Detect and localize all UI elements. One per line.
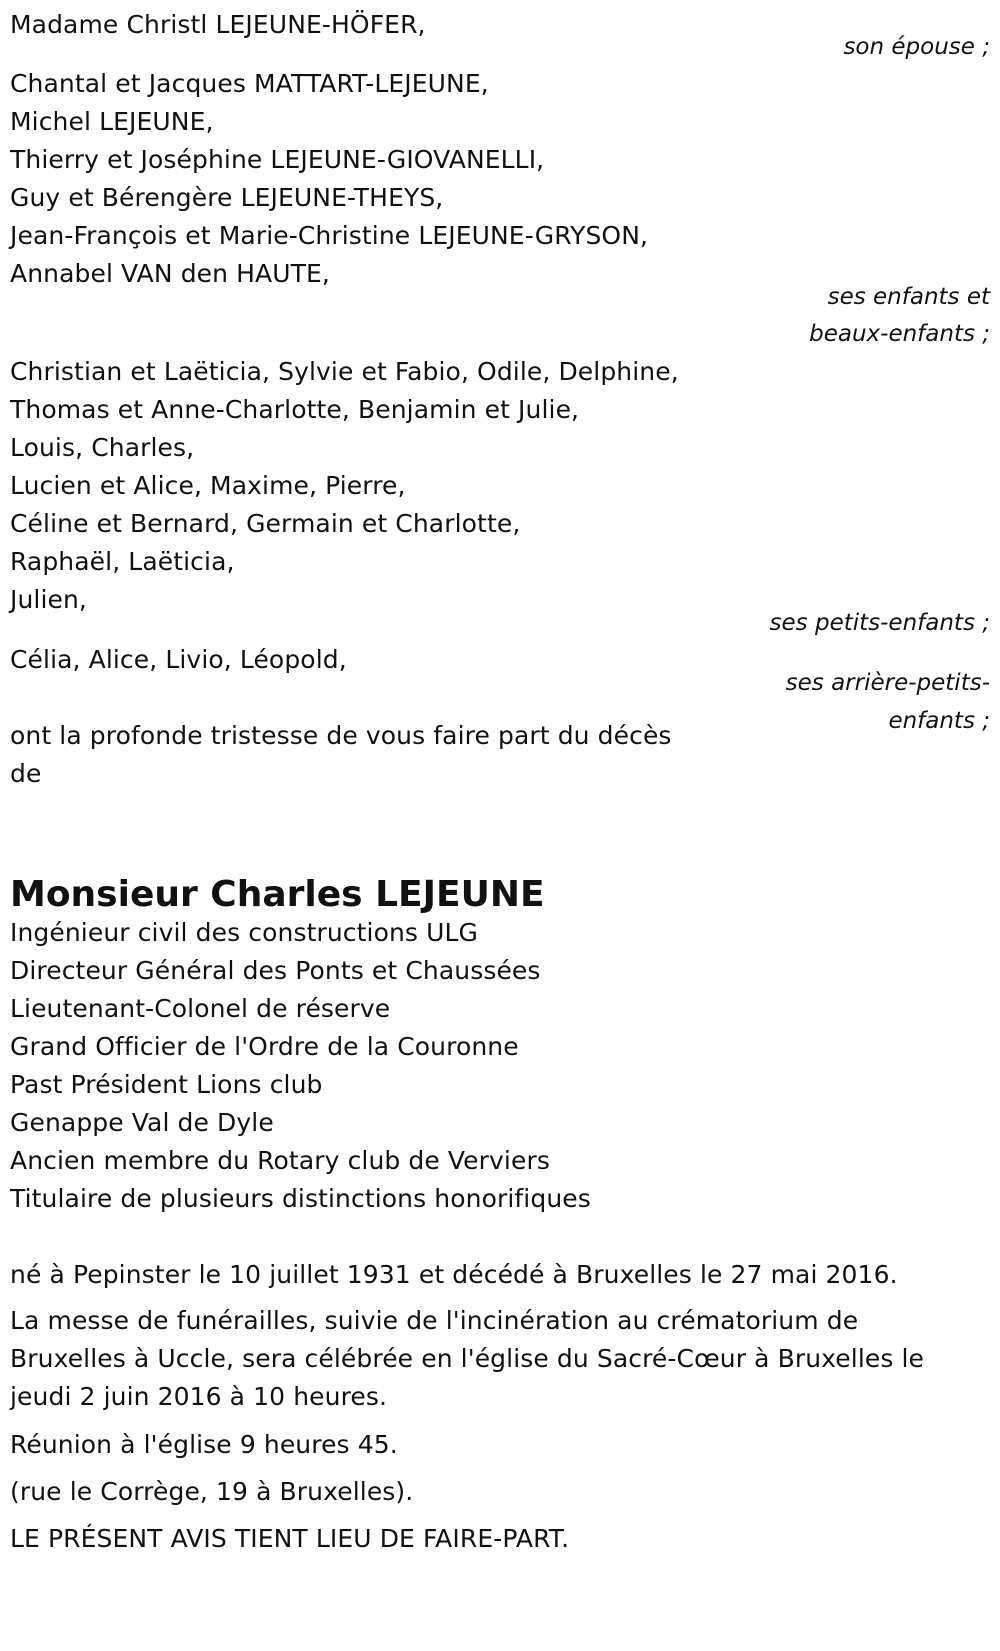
announcement-line1: ont la profonde tristesse de vous faire part du décès (10, 721, 672, 750)
deceased-title: Grand Officier de l'Ordre de la Couronne (10, 1032, 519, 1061)
deceased-title: Titulaire de plusieurs distinctions honorifiques (10, 1184, 591, 1213)
spouse-role: son épouse ; (843, 34, 990, 60)
child-name: Chantal et Jacques MATTART-LEJEUNE, (10, 69, 489, 98)
grandchild-name: Lucien et Alice, Maxime, Pierre, (10, 471, 406, 500)
children-role-line1: ses enfants et (827, 284, 990, 310)
deceased-title: Ingénieur civil des constructions ULG (10, 918, 478, 947)
funeral-details-line1: La messe de funérailles, suivie de l'incinération au crématorium de (10, 1306, 859, 1335)
birth-death-dates: né à Pepinster le 10 juillet 1931 et décédé à Bruxelles le 27 mai 2016. (10, 1260, 898, 1289)
grandchild-name: Raphaël, Laëticia, (10, 547, 235, 576)
grandchild-name: Christian et Laëticia, Sylvie et Fabio, Odile, Delphine, (10, 357, 679, 386)
great-grandchildren-role-line1: ses arrière-petits- (785, 670, 990, 696)
grandchild-name: Louis, Charles, (10, 433, 195, 462)
child-name: Thierry et Joséphine LEJEUNE-GIOVANELLI, (10, 145, 545, 174)
deceased-title: Lieutenant-Colonel de réserve (10, 994, 391, 1023)
great-grandchild-name: Célia, Alice, Livio, Léopold, (10, 645, 347, 674)
spouse-name: Madame Christl LEJEUNE-HÖFER, (10, 10, 426, 39)
church-address: (rue le Corrège, 19 à Bruxelles). (10, 1477, 414, 1506)
child-name: Michel LEJEUNE, (10, 107, 214, 136)
funeral-details-line2: Bruxelles à Uccle, sera célébrée en l'église du Sacré-Cœur à Bruxelles le (10, 1344, 925, 1373)
great-grandchildren-role-line2: enfants ; (888, 708, 990, 734)
notice-statement: LE PRÉSENT AVIS TIENT LIEU DE FAIRE-PART. (10, 1524, 570, 1553)
deceased-title: Past Président Lions club (10, 1070, 323, 1099)
children-role-line2: beaux-enfants ; (809, 321, 990, 347)
deceased-name: Monsieur Charles LEJEUNE (10, 874, 545, 915)
grandchild-name: Céline et Bernard, Germain et Charlotte, (10, 509, 521, 538)
grandchild-name: Thomas et Anne-Charlotte, Benjamin et Julie, (10, 395, 580, 424)
grandchildren-role: ses petits-enfants ; (769, 610, 990, 636)
deceased-title: Genappe Val de Dyle (10, 1108, 274, 1137)
deceased-title: Ancien membre du Rotary club de Verviers (10, 1146, 550, 1175)
child-name: Annabel VAN den HAUTE, (10, 259, 330, 288)
grandchild-name: Julien, (10, 585, 87, 614)
meeting-time: Réunion à l'église 9 heures 45. (10, 1430, 398, 1459)
child-name: Guy et Bérengère LEJEUNE-THEYS, (10, 183, 444, 212)
announcement-line2: de (10, 759, 42, 788)
funeral-details-line3: jeudi 2 juin 2016 à 10 heures. (10, 1382, 388, 1411)
deceased-title: Directeur Général des Ponts et Chaussées (10, 956, 541, 985)
child-name: Jean-François et Marie-Christine LEJEUNE-GRYSON, (10, 221, 649, 250)
